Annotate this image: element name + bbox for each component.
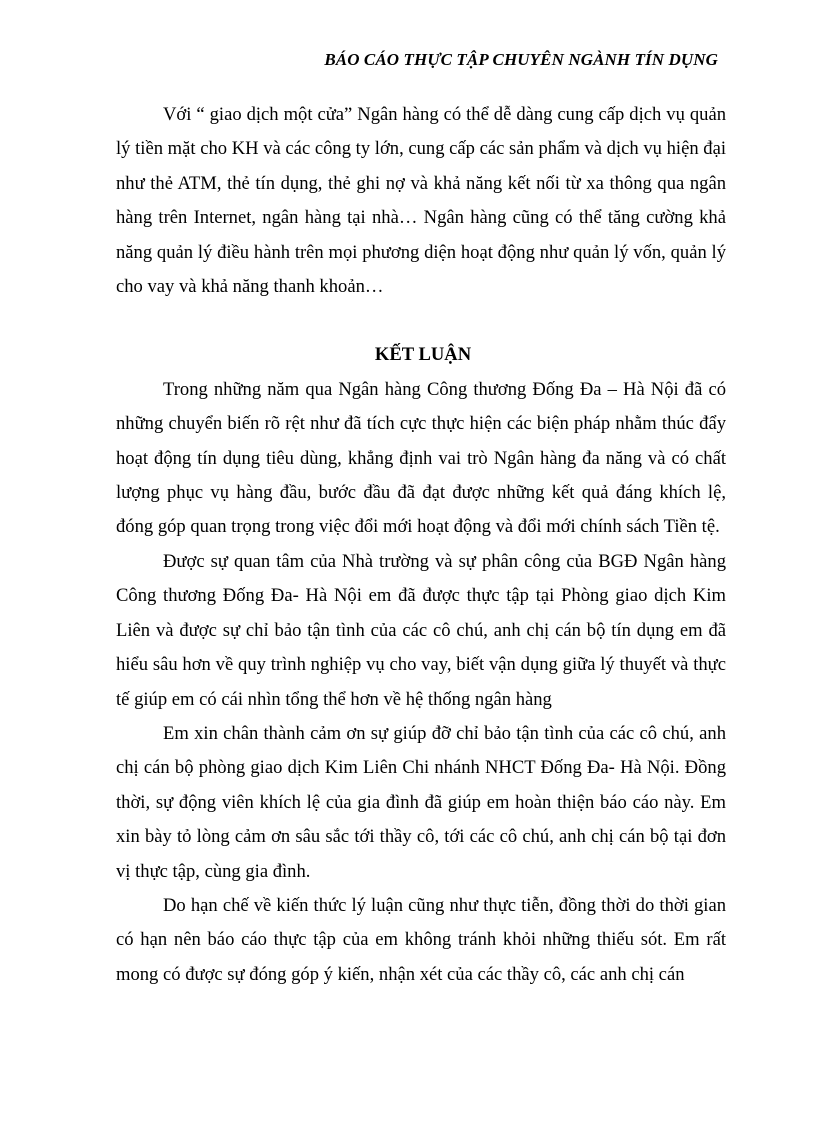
conclusion-paragraph-2: Được sự quan tâm của Nhà trường và sự phân công của BGĐ Ngân hàng Công thương Đống Đa- Hà Nội em đã được thực tập tại Phòng giao dịch Kim Liên và được sự chỉ bảo tận tình của các cô chú, anh chị cán bộ tín dụng em đã hiểu sâu hơn về quy trình nghiệp vụ cho vay, biết vận dụng giữa lý thuyết và thực tế giúp em có cái nhìn tổng thể hơn về hệ thống ngân hàng — [116, 550, 726, 710]
conclusion-paragraph-1: Trong những năm qua Ngân hàng Công thương Đống Đa – Hà Nội đã có những chuyển biến rõ rệt như đã tích cực thực hiện các biện pháp nhằm thúc đẩy hoạt động tín dụng tiêu dùng, khẳng định vai trò Ngân hàng đa năng và có chất lượng phục vụ hàng đầu, bước đầu đã đạt được những kết quả đáng khích lệ, đóng góp quan trọng trong việc đổi mới hoạt động và đổi mới chính sách Tiền tệ. — [116, 378, 726, 538]
running-header: BÁO CÁO THỰC TẬP CHUYÊN NGÀNH TÍN DỤNG — [324, 50, 718, 69]
section-title: KẾT LUẬN — [374, 344, 472, 366]
intro-paragraph: Với “ giao dịch một cửa” Ngân hàng có thể dễ dàng cung cấp dịch vụ quản lý tiền mặt cho KH và các công ty lớn, cung cấp các sản phẩm và dịch vụ hiện đại như thẻ ATM, thẻ tín dụng, thẻ ghi nợ và khả năng kết nối từ xa thông qua ngân hàng trên Internet, ngân hàng tại nhà… Ngân hàng cũng có thể tăng cường khả năng quản lý điều hành trên mọi phương diện hoạt động như quản lý vốn, quản lý cho vay và khả năng thanh khoản… — [116, 104, 726, 298]
document-body — [116, 98, 726, 992]
conclusion-paragraph-4: Do hạn chế về kiến thức lý luận cũng như thực tiễn, đồng thời do thời gian có hạn nên báo cáo thực tập của em không tránh khỏi những thiếu sót. Em rất mong có được sự đóng góp ý kiến, nhận xét của các thầy cô, các anh chị cán — [116, 894, 726, 985]
conclusion-paragraph-3: Em xin chân thành cảm ơn sự giúp đỡ chỉ bảo tận tình của các cô chú, anh chị cán bộ phòng giao dịch Kim Liên Chi nhánh NHCT Đống Đa- Hà Nội. Đồng thời, sự động viên khích lệ của gia đình đã giúp em hoàn thiện báo cáo này. Em xin bày tỏ lòng cảm ơn sâu sắc tới thầy cô, tới các cô chú, anh chị cán bộ tại đơn vị thực tập, cùng gia đình. — [116, 722, 726, 882]
